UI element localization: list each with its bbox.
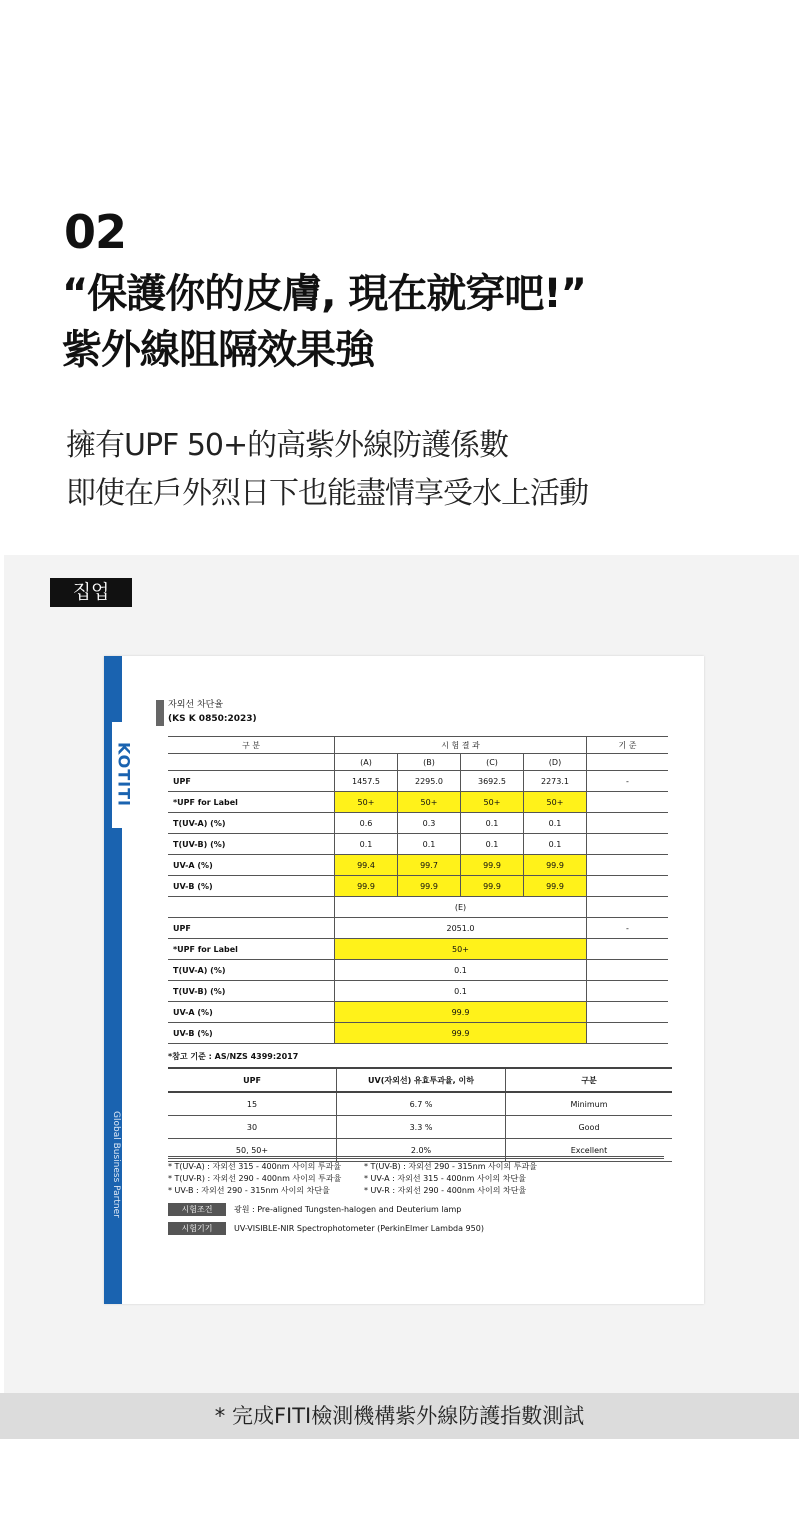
heading-line-2: (KS K 0850:2023)	[168, 714, 257, 724]
table-row	[168, 1023, 668, 1044]
note-text: * UV-R : 자외선 290 - 400nm 사이의 차단율	[364, 1186, 527, 1195]
note-row	[168, 1173, 664, 1185]
sample-row-blank	[168, 754, 335, 771]
row-standard	[587, 834, 669, 855]
subtitle	[66, 422, 588, 518]
row-label: UV-A (%)	[168, 1002, 335, 1023]
row-value: 0.1	[335, 834, 398, 855]
row-standard	[587, 876, 669, 897]
table-row	[168, 918, 668, 939]
row-value: 50+	[335, 792, 398, 813]
table-row	[168, 813, 668, 834]
logo-text: KOTITI	[114, 741, 134, 807]
sample-row	[168, 754, 668, 771]
std-cell: 30	[168, 1116, 337, 1139]
notes	[168, 1156, 664, 1197]
row-value: 99.4	[335, 855, 398, 876]
row-label: T(UV-B) (%)	[168, 981, 335, 1002]
note-text: * UV-A : 자외선 315 - 400nm 사이의 차단율	[364, 1174, 526, 1183]
equipment-label: 시험기기	[168, 1222, 226, 1235]
row-standard	[587, 792, 669, 813]
row-value: 50+	[524, 792, 587, 813]
row-value: 0.1	[461, 834, 524, 855]
sample-c: (C)	[461, 754, 524, 771]
equipment-text: UV-VISIBLE-NIR Spectrophotometer (PerkinElmer Lambda 950)	[234, 1224, 484, 1233]
row-standard: -	[587, 771, 669, 792]
row-value: 2295.0	[398, 771, 461, 792]
row-value: 0.1	[524, 834, 587, 855]
table-row	[168, 1002, 668, 1023]
row-label: UPF	[168, 771, 335, 792]
table-row	[168, 960, 668, 981]
std-cell: 3.3 %	[337, 1116, 506, 1139]
table-row	[168, 771, 668, 792]
row-label: UV-A (%)	[168, 855, 335, 876]
row-value: 99.9	[524, 876, 587, 897]
row-label: UV-B (%)	[168, 1023, 335, 1044]
row-value: 50+	[461, 792, 524, 813]
table-row	[168, 981, 668, 1002]
test-condition	[168, 1203, 461, 1216]
sample-row-std	[587, 754, 669, 771]
row-value: 99.9	[335, 1023, 587, 1044]
title-line-1: “保護你的皮膚, 現在就穿吧!”	[62, 271, 586, 317]
sample-e: (E)	[335, 897, 587, 918]
row-label: *UPF for Label	[168, 792, 335, 813]
report-heading	[168, 698, 257, 726]
std-header: 구분	[506, 1068, 673, 1092]
note-text: * T(UV-B) : 자외선 290 - 315nm 사이의 투과율	[364, 1162, 537, 1171]
row-value: 99.9	[398, 876, 461, 897]
note-row	[168, 1185, 664, 1197]
test-equipment	[168, 1222, 484, 1235]
row-value: 99.9	[461, 876, 524, 897]
col-standard: 기 준	[587, 737, 669, 754]
row-standard	[587, 1002, 669, 1023]
std-cell: 15	[168, 1092, 337, 1116]
note-text: * T(UV-R) : 자외선 290 - 400nm 사이의 투과율	[168, 1174, 342, 1183]
row-value: 1457.5	[335, 771, 398, 792]
row-label: UPF	[168, 918, 335, 939]
col-results: 시 험 결 과	[335, 737, 587, 754]
sample-a: (A)	[335, 754, 398, 771]
std-header: UPF	[168, 1068, 337, 1092]
std-cell: Minimum	[506, 1092, 673, 1116]
row-value: 99.9	[524, 855, 587, 876]
results-table	[168, 736, 668, 1044]
table-row	[168, 792, 668, 813]
row-label: *UPF for Label	[168, 939, 335, 960]
row-label: T(UV-A) (%)	[168, 813, 335, 834]
footer-note: * 完成FITI檢測機構紫外線防護指數測試	[0, 1393, 799, 1439]
row-standard	[587, 960, 669, 981]
sample-b: (B)	[398, 754, 461, 771]
row-standard	[587, 981, 669, 1002]
row-value: 99.9	[335, 1002, 587, 1023]
std-header-row	[168, 1068, 672, 1092]
table-header-row	[168, 737, 668, 754]
row-value: 0.1	[398, 834, 461, 855]
row-standard	[587, 1023, 669, 1044]
row-value: 99.9	[335, 876, 398, 897]
row-value: 99.7	[398, 855, 461, 876]
row-value: 0.6	[335, 813, 398, 834]
sample-d: (D)	[524, 754, 587, 771]
row-standard: -	[587, 918, 669, 939]
std-header: UV(자외선) 유효투과율, 이하	[337, 1068, 506, 1092]
table-row	[168, 834, 668, 855]
row-value: 0.3	[398, 813, 461, 834]
reference-standard: *참고 기준 : AS/NZS 4399:2017	[168, 1052, 299, 1061]
row-value: 2051.0	[335, 918, 587, 939]
row-value: 0.1	[335, 981, 587, 1002]
test-report	[104, 656, 704, 1304]
row-standard	[587, 939, 669, 960]
row-standard	[587, 813, 669, 834]
row-value: 3692.5	[461, 771, 524, 792]
row-value: 0.1	[335, 960, 587, 981]
table-row	[168, 1116, 672, 1139]
row-value: 2273.1	[524, 771, 587, 792]
heading-line-1: 자외선 차단율	[168, 700, 224, 710]
row-standard	[587, 855, 669, 876]
page-title	[62, 266, 586, 378]
std-cell: Excellent	[506, 1139, 673, 1162]
title-line-2: 紫外線阻隔效果強	[62, 327, 374, 373]
sample-e-row	[168, 897, 668, 918]
subtitle-line-1: 擁有UPF 50+的高紫外線防護係數	[66, 428, 509, 463]
std-cell: Good	[506, 1116, 673, 1139]
std-cell: 50, 50+	[168, 1139, 337, 1162]
row-value: 0.1	[524, 813, 587, 834]
row-value: 50+	[335, 939, 587, 960]
note-text: * T(UV-A) : 자외선 315 - 400nm 사이의 투과율	[168, 1162, 342, 1171]
section-number: 02	[64, 205, 127, 259]
condition-label: 시험조건	[168, 1203, 226, 1216]
note-text: * UV-B : 자외선 290 - 315nm 사이의 차단율	[168, 1186, 330, 1195]
table-row	[168, 876, 668, 897]
col-category: 구 분	[168, 737, 335, 754]
note-row	[168, 1161, 664, 1173]
row-label: UV-B (%)	[168, 876, 335, 897]
sample-e-blank	[168, 897, 335, 918]
row-label: T(UV-B) (%)	[168, 834, 335, 855]
std-cell: 2.0%	[337, 1139, 506, 1162]
table-row	[168, 855, 668, 876]
row-value: 99.9	[461, 855, 524, 876]
std-cell: 6.7 %	[337, 1092, 506, 1116]
product-tag: 집업	[50, 578, 132, 607]
side-text: Global Business Partner	[111, 1111, 121, 1218]
subtitle-line-2: 即使在戶外烈日下也能盡情享受水上活動	[66, 476, 588, 511]
row-value: 50+	[398, 792, 461, 813]
row-value: 0.1	[461, 813, 524, 834]
table-row	[168, 939, 668, 960]
condition-text: 광원 : Pre-aligned Tungsten-halogen and Deuterium lamp	[234, 1205, 462, 1214]
upf-standard-table	[168, 1067, 672, 1162]
kotiti-logo	[112, 722, 134, 828]
row-label: T(UV-A) (%)	[168, 960, 335, 981]
sample-e-std	[587, 897, 669, 918]
table-row	[168, 1092, 672, 1116]
